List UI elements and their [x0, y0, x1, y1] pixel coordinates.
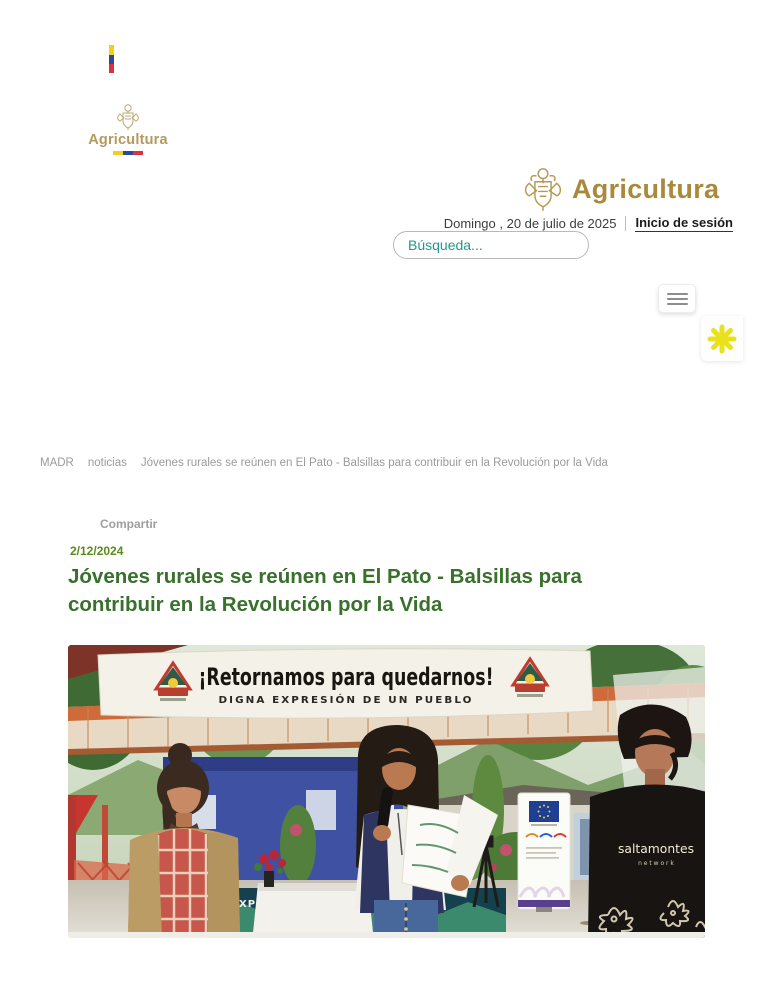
banner-title: ¡Retornamos para quedarnos! — [198, 663, 494, 691]
colombia-flag-strip — [113, 151, 143, 155]
menu-button[interactable] — [658, 284, 696, 313]
breadcrumb-item-noticias[interactable]: noticias — [87, 457, 127, 469]
logo-label: Agricultura — [88, 132, 168, 148]
logo-label: Agricultura — [572, 173, 720, 204]
coat-of-arms-icon — [115, 103, 141, 131]
current-date: Domingo , 20 de julio de 2025 — [443, 216, 617, 231]
logo-agricultura-small[interactable] — [88, 103, 168, 155]
breadcrumb-item-madr[interactable]: MADR — [40, 457, 74, 469]
divider — [625, 216, 626, 231]
accessibility-button[interactable] — [701, 316, 743, 361]
search-input[interactable] — [393, 231, 589, 259]
article-date: 2/12/2024 — [70, 544, 124, 558]
eu-flag — [529, 801, 559, 822]
tshirt-text-2: n e t w o r k — [638, 860, 674, 867]
breadcrumb — [40, 457, 608, 469]
event-banner — [98, 649, 593, 718]
date-login-row — [444, 215, 733, 232]
colombia-flag-mini — [109, 45, 114, 73]
banner-subtitle: DIGNA EXPRESIÓN DE UN PUEBLO — [218, 695, 465, 706]
login-link[interactable]: Inicio de sesión — [635, 215, 733, 230]
tshirt-text: saltamontes — [618, 842, 694, 856]
logo-agricultura-main[interactable] — [522, 166, 719, 212]
coat-of-arms-icon — [522, 166, 564, 212]
breadcrumb-item-current: Jóvenes rurales se reúnen en El Pato - Balsillas para contribuir en la Revolución por la Vida — [140, 457, 608, 469]
photo-bottom-strip — [68, 932, 705, 938]
eu-rollup-banner — [518, 793, 570, 912]
article-photo — [68, 645, 705, 938]
article-title: Jóvenes rurales se reúnen en El Pato - Balsillas para contribuir en la Revolución por la Vida — [68, 565, 582, 616]
accessibility-asterisk-icon — [706, 323, 738, 355]
share-label[interactable]: Compartir — [100, 517, 158, 531]
